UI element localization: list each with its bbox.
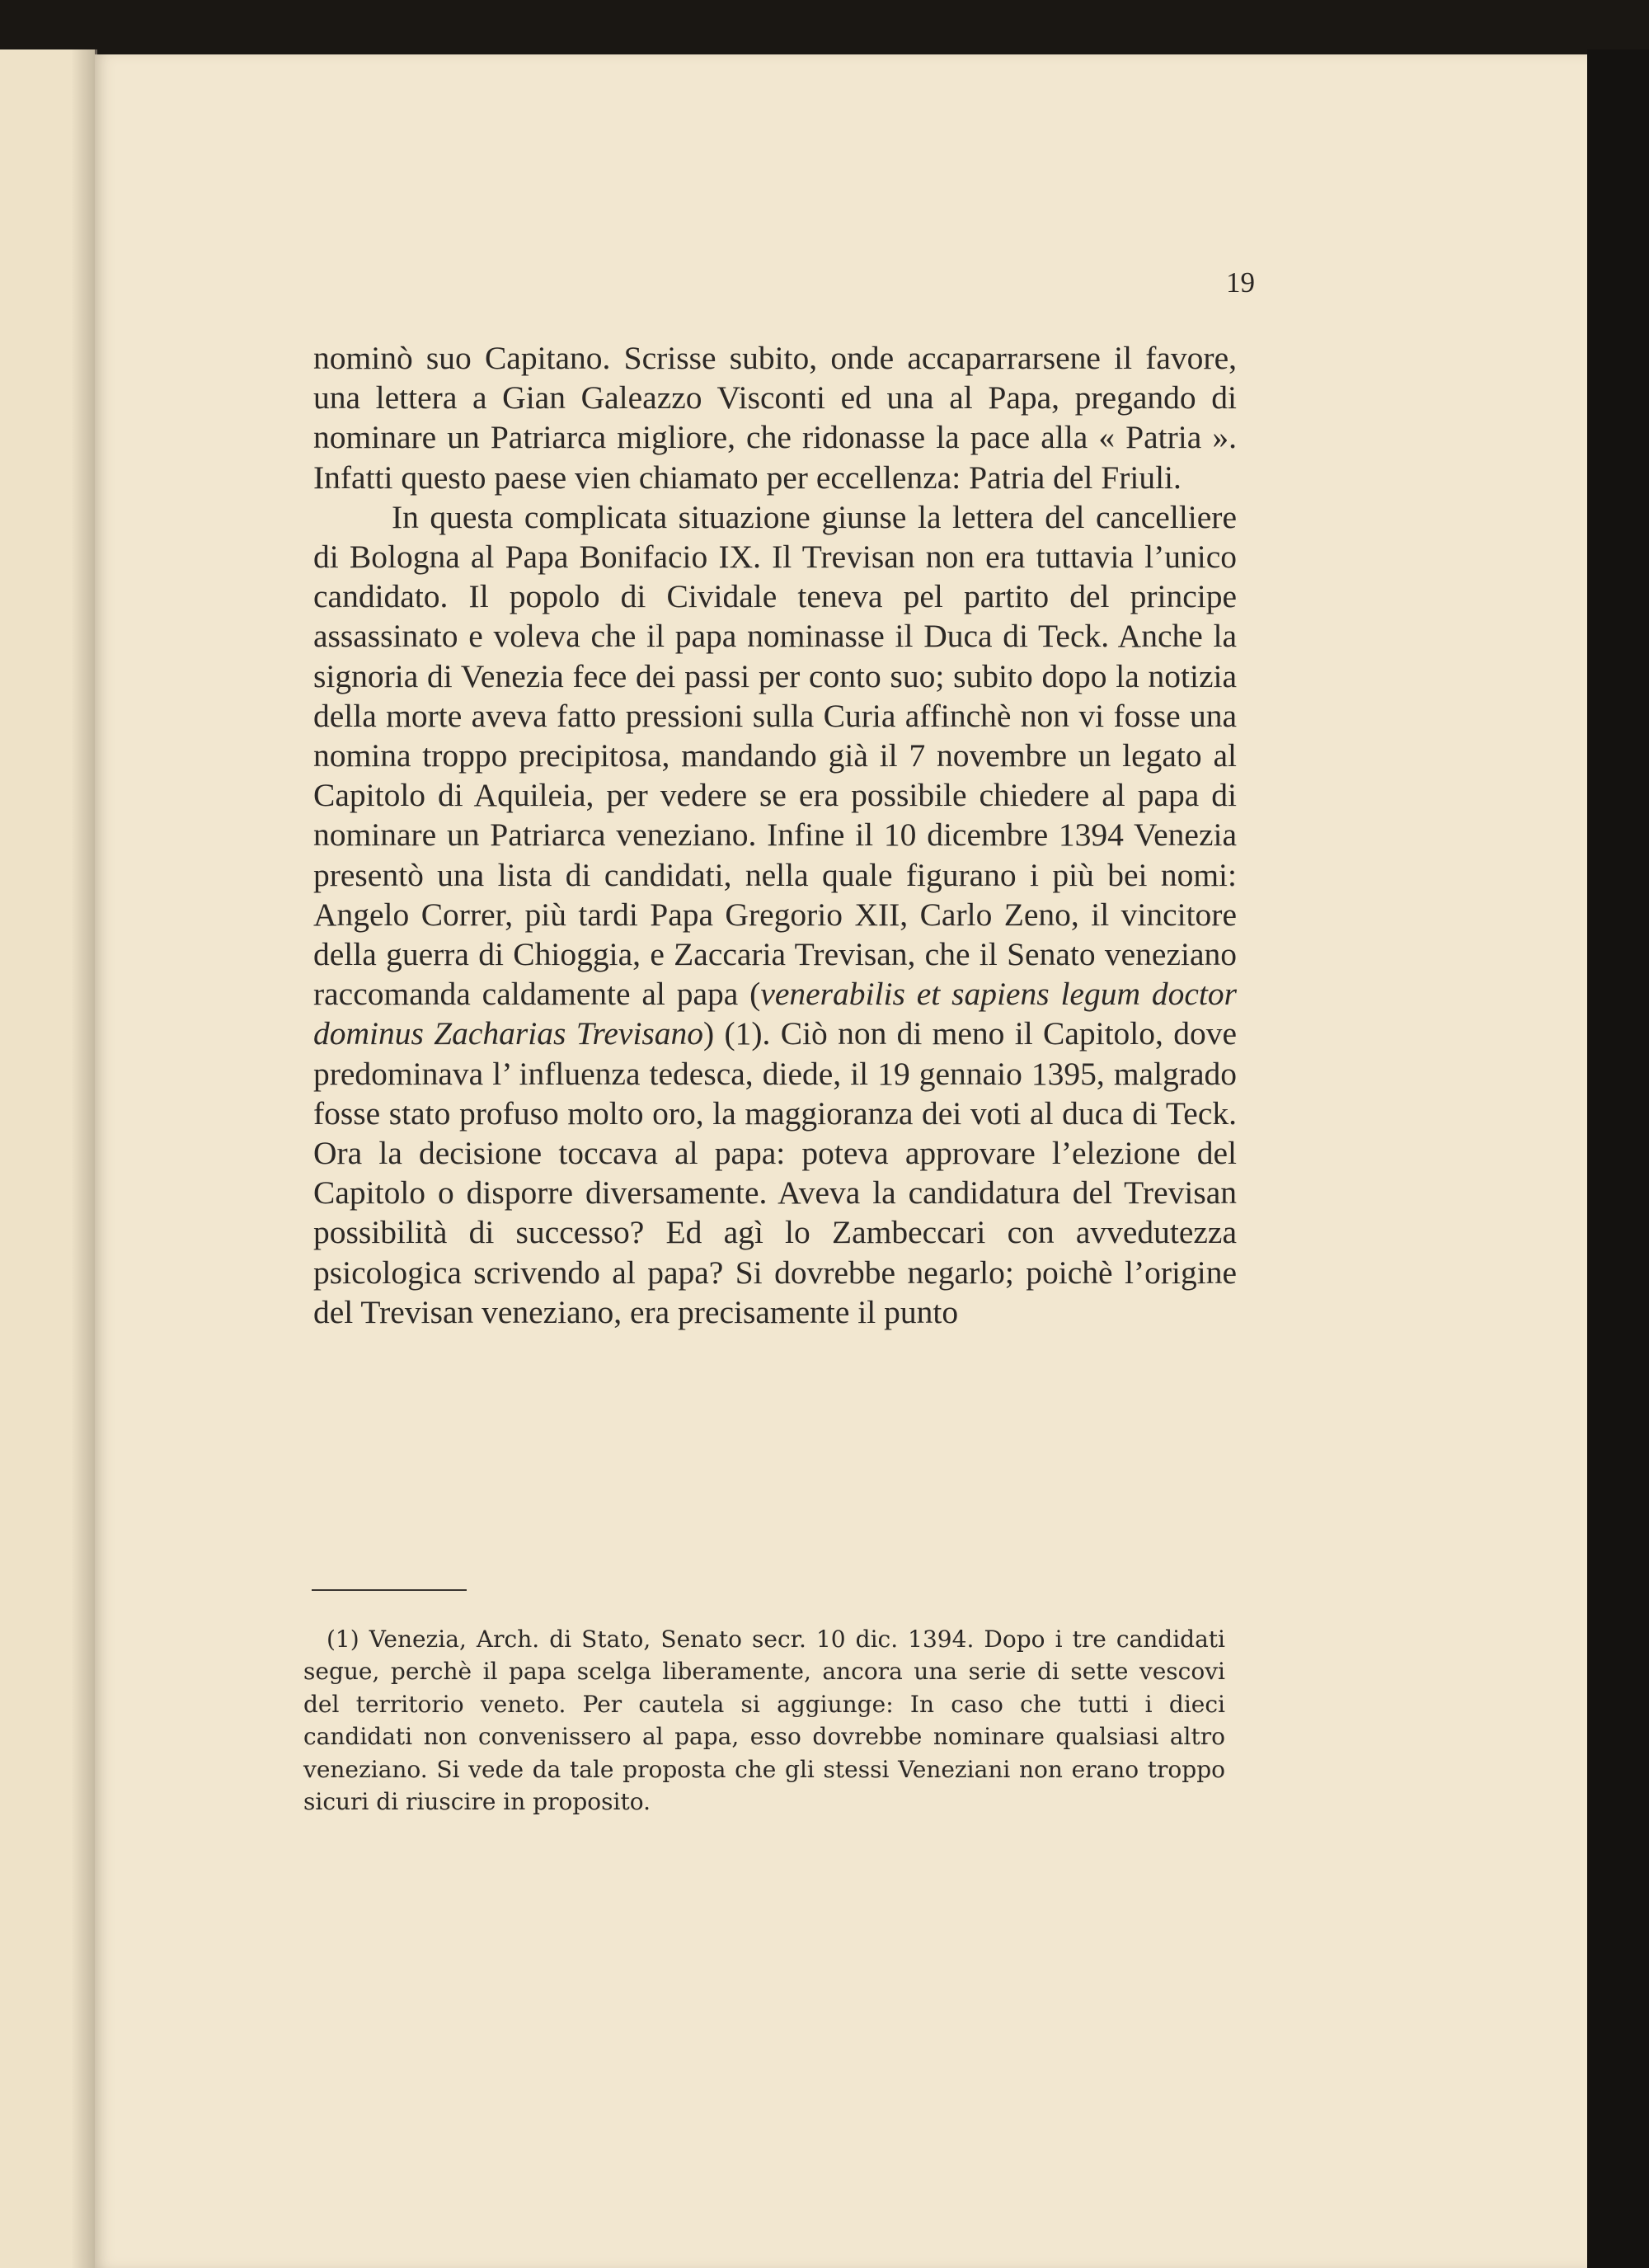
paragraph-2-text-a: In questa complicata situazione giunse la lettera del cancelliere di Bologna al Papa Bonifacio IX. Il Trevisan non era tuttavia l’unico candidato. Il popolo di Cividale teneva pel partito del principe assassinato e voleva che il papa nominasse il Duca di Teck. Anche la signoria di Venezia fece dei passi per conto suo; subito dopo la notizia della morte aveva fatto pressioni sulla Curia affinchè non vi fosse una nomina troppo precipitosa, mandando già il 7 novembre un legato al Capitolo di Aquileia, per vedere se era possibile chiedere al papa di nominare un Patriarca veneziano. Infine il 10 dicembre 1394 Venezia presentò una lista di candidati, nella quale figurano i più bei nomi: Angelo Correr, più tardi Papa Gregorio XII, Carlo Zeno, il vincitore della guerra di Chioggia, e Zaccaria Trevisan, che il Senato veneziano raccomanda caldamente al papa ( (313, 498, 1237, 1013)
scan-background-edge (1587, 49, 1649, 2268)
footnote-text: (1) Venezia, Arch. di Stato, Senato secr. 10 dic. 1394. Dopo i tre candidati segue, perchè il papa scelga liberamente, ancora una serie di sette vescovi del territorio veneto. Per cautela si aggiunge: In caso che tutti i dieci candidati non convenissero al papa, esso dovrebbe nominare qualsiasi altro veneziano. Si vede da tale proposta che gli stessi Veneziani non erano troppo sicuri di riuscire in proposito. (303, 1626, 1225, 1816)
paragraph-1 (313, 338, 1237, 497)
footnote (303, 1623, 1225, 1818)
gutter-shadow (71, 49, 96, 2268)
body-text (313, 338, 1237, 1332)
paragraph-1-text: nominò suo Capitano. Scrisse subito, onde accaparrarsene il favore, una lettera a Gian Galeazzo Visconti ed una al Papa, pregando di nominare un Patriarca migliore, che ridonasse la pace alla « Patria ». Infatti questo paese vien chiamato per eccellenza: Patria del Friuli. (313, 340, 1237, 496)
paragraph-2-text-b: ) (1). Ciò non di meno il Capitolo, dove predominava l’ influenza tedesca, diede, il 19 gennaio 1395, malgrado fosse stato profuso molto oro, la maggioranza dei voti al duca di Teck. Ora la decisione toccava al papa: poteva approvare l’elezione del Capitolo o disporre diversamente. Aveva la candidatura del Trevisan possibilità di successo? Ed agì lo Zambeccari con avvedutezza psicologica scrivendo al papa? Si dovrebbe negarlo; poichè l’origine del Trevisan veneziano, era precisamente il punto (313, 1015, 1237, 1330)
paragraph-2 (313, 497, 1237, 1332)
latin-quotation: venerabilis et sapiens legum doctor dominus Zacharias Trevisano (313, 976, 1237, 1052)
footnote-separator (312, 1589, 467, 1591)
page-number: 19 (1226, 266, 1255, 299)
